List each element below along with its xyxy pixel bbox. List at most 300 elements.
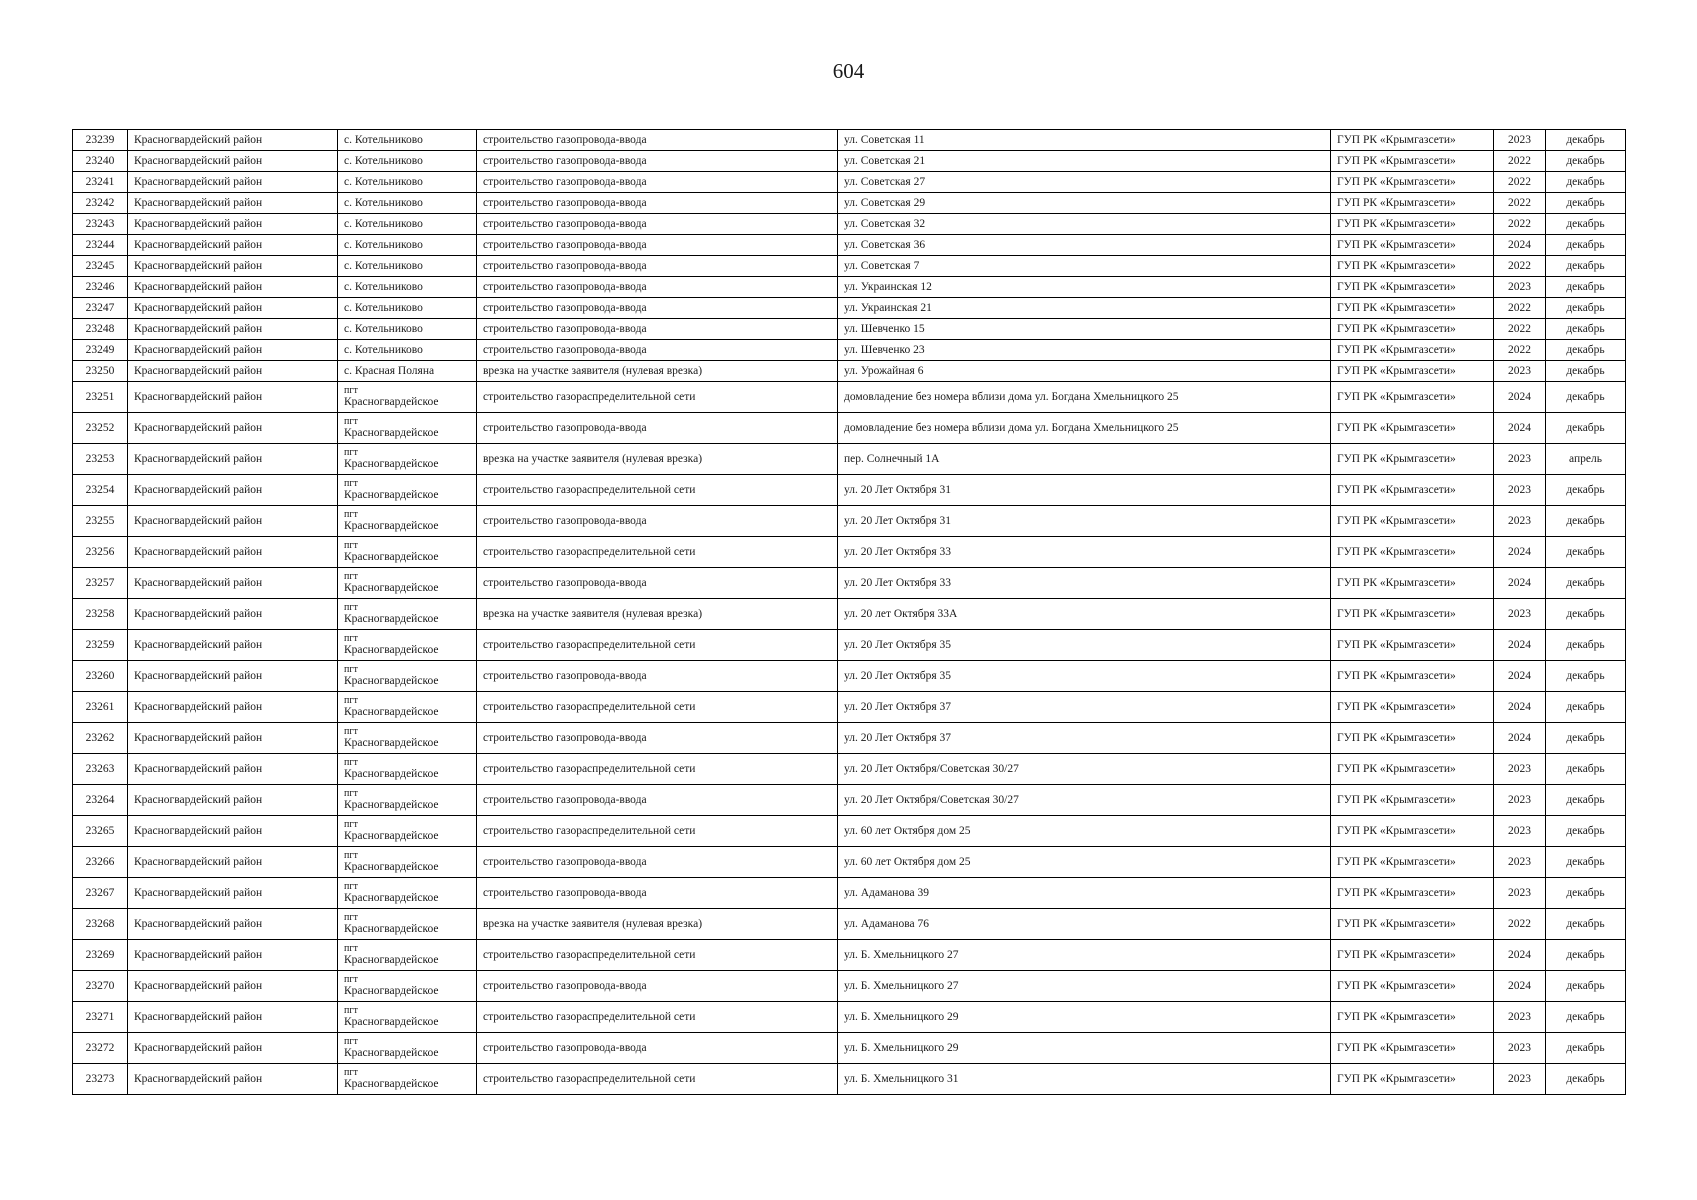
district-cell: Красногвардейский район — [128, 1064, 338, 1095]
row-id-cell: 23251 — [73, 382, 128, 413]
year-cell: 2022 — [1494, 319, 1546, 340]
organization-cell: ГУП РК «Крымгазсети» — [1331, 568, 1494, 599]
month-cell: декабрь — [1546, 537, 1626, 568]
district-cell: Красногвардейский район — [128, 909, 338, 940]
row-id-cell: 23255 — [73, 506, 128, 537]
month-cell: декабрь — [1546, 340, 1626, 361]
row-id-cell: 23248 — [73, 319, 128, 340]
address-cell: ул. Советская 36 — [838, 235, 1331, 256]
row-id-cell: 23244 — [73, 235, 128, 256]
locality-cell — [338, 847, 477, 878]
organization-cell: ГУП РК «Крымгазсети» — [1331, 475, 1494, 506]
address-cell: ул. Советская 29 — [838, 193, 1331, 214]
address-cell: ул. Б. Хмельницкого 31 — [838, 1064, 1331, 1095]
locality-type: пгт — [344, 757, 358, 768]
year-cell: 2022 — [1494, 193, 1546, 214]
work-type-cell: врезка на участке заявителя (нулевая врезка) — [477, 444, 838, 475]
month-cell: декабрь — [1546, 151, 1626, 172]
month-cell: декабрь — [1546, 1064, 1626, 1095]
work-type-cell: строительство газопровода-ввода — [477, 151, 838, 172]
locality-cell: с. Котельниково — [338, 151, 477, 172]
table-row — [73, 382, 1626, 413]
year-cell: 2023 — [1494, 130, 1546, 151]
locality-cell — [338, 506, 477, 537]
address-cell: ул. 20 Лет Октября/Советская 30/27 — [838, 754, 1331, 785]
table-row — [73, 754, 1626, 785]
organization-cell: ГУП РК «Крымгазсети» — [1331, 235, 1494, 256]
district-cell: Красногвардейский район — [128, 256, 338, 277]
district-cell: Красногвардейский район — [128, 277, 338, 298]
locality-cell: с. Котельниково — [338, 214, 477, 235]
locality-cell: с. Котельниково — [338, 172, 477, 193]
work-type-cell: строительство газопровода-ввода — [477, 277, 838, 298]
month-cell: декабрь — [1546, 1002, 1626, 1033]
table-row — [73, 940, 1626, 971]
locality-name: Красногвардейское — [344, 768, 439, 780]
district-cell: Красногвардейский район — [128, 630, 338, 661]
row-id-cell: 23249 — [73, 340, 128, 361]
work-type-cell: строительство газораспределительной сети — [477, 537, 838, 568]
locality-type: пгт — [344, 881, 358, 892]
year-cell: 2022 — [1494, 256, 1546, 277]
locality-type: пгт — [344, 788, 358, 799]
work-type-cell: строительство газопровода-ввода — [477, 661, 838, 692]
organization-cell: ГУП РК «Крымгазсети» — [1331, 361, 1494, 382]
month-cell: декабрь — [1546, 723, 1626, 754]
month-cell: декабрь — [1546, 361, 1626, 382]
table-row — [73, 568, 1626, 599]
work-type-cell: строительство газопровода-ввода — [477, 506, 838, 537]
year-cell: 2024 — [1494, 568, 1546, 599]
year-cell: 2024 — [1494, 537, 1546, 568]
district-cell: Красногвардейский район — [128, 130, 338, 151]
locality-cell: с. Котельниково — [338, 277, 477, 298]
locality-type: пгт — [344, 633, 358, 644]
locality-type: пгт — [344, 509, 358, 520]
table-row — [73, 172, 1626, 193]
locality-name: Красногвардейское — [344, 923, 439, 935]
month-cell: декабрь — [1546, 599, 1626, 630]
registry-body — [73, 130, 1626, 1095]
organization-cell: ГУП РК «Крымгазсети» — [1331, 256, 1494, 277]
organization-cell: ГУП РК «Крымгазсети» — [1331, 214, 1494, 235]
row-id-cell: 23259 — [73, 630, 128, 661]
row-id-cell: 23242 — [73, 193, 128, 214]
locality-name: Красногвардейское — [344, 799, 439, 811]
year-cell: 2023 — [1494, 1033, 1546, 1064]
locality-cell — [338, 413, 477, 444]
locality-name: Красногвардейское — [344, 551, 439, 563]
locality-name: Красногвардейское — [344, 644, 439, 656]
table-row — [73, 214, 1626, 235]
locality-type: пгт — [344, 974, 358, 985]
district-cell: Красногвардейский район — [128, 1033, 338, 1064]
row-id-cell: 23250 — [73, 361, 128, 382]
district-cell: Красногвардейский район — [128, 475, 338, 506]
district-cell: Красногвардейский район — [128, 754, 338, 785]
locality-name: Красногвардейское — [344, 892, 439, 904]
year-cell: 2024 — [1494, 940, 1546, 971]
month-cell: декабрь — [1546, 130, 1626, 151]
work-type-cell: строительство газораспределительной сети — [477, 1002, 838, 1033]
locality-name: Красногвардейское — [344, 489, 439, 501]
month-cell: декабрь — [1546, 319, 1626, 340]
year-cell: 2022 — [1494, 172, 1546, 193]
row-id-cell: 23265 — [73, 816, 128, 847]
row-id-cell: 23241 — [73, 172, 128, 193]
organization-cell: ГУП РК «Крымгазсети» — [1331, 413, 1494, 444]
locality-type: пгт — [344, 819, 358, 830]
district-cell: Красногвардейский район — [128, 599, 338, 630]
district-cell: Красногвардейский район — [128, 235, 338, 256]
year-cell: 2023 — [1494, 754, 1546, 785]
month-cell: декабрь — [1546, 235, 1626, 256]
work-type-cell: врезка на участке заявителя (нулевая врезка) — [477, 909, 838, 940]
locality-cell: с. Котельниково — [338, 340, 477, 361]
month-cell: декабрь — [1546, 661, 1626, 692]
locality-type: пгт — [344, 602, 358, 613]
table-row — [73, 319, 1626, 340]
locality-name: Красногвардейское — [344, 458, 439, 470]
year-cell: 2024 — [1494, 723, 1546, 754]
address-cell: ул. 20 Лет Октября 33 — [838, 568, 1331, 599]
table-row — [73, 361, 1626, 382]
month-cell: декабрь — [1546, 630, 1626, 661]
year-cell: 2023 — [1494, 816, 1546, 847]
district-cell: Красногвардейский район — [128, 568, 338, 599]
address-cell: ул. Б. Хмельницкого 27 — [838, 940, 1331, 971]
month-cell: декабрь — [1546, 568, 1626, 599]
locality-cell — [338, 692, 477, 723]
address-cell: ул. Советская 7 — [838, 256, 1331, 277]
district-cell: Красногвардейский район — [128, 940, 338, 971]
district-cell: Красногвардейский район — [128, 214, 338, 235]
work-type-cell: строительство газопровода-ввода — [477, 235, 838, 256]
locality-cell — [338, 1002, 477, 1033]
locality-cell: с. Красная Поляна — [338, 361, 477, 382]
district-cell: Красногвардейский район — [128, 444, 338, 475]
month-cell: декабрь — [1546, 692, 1626, 723]
district-cell: Красногвардейский район — [128, 816, 338, 847]
table-row — [73, 256, 1626, 277]
row-id-cell: 23254 — [73, 475, 128, 506]
table-row — [73, 537, 1626, 568]
row-id-cell: 23268 — [73, 909, 128, 940]
locality-name: Красногвардейское — [344, 830, 439, 842]
locality-type: пгт — [344, 1036, 358, 1047]
month-cell: декабрь — [1546, 256, 1626, 277]
address-cell: ул. Советская 32 — [838, 214, 1331, 235]
locality-name: Красногвардейское — [344, 582, 439, 594]
month-cell: декабрь — [1546, 909, 1626, 940]
table-row — [73, 475, 1626, 506]
work-type-cell: строительство газораспределительной сети — [477, 754, 838, 785]
year-cell: 2023 — [1494, 1002, 1546, 1033]
organization-cell: ГУП РК «Крымгазсети» — [1331, 444, 1494, 475]
locality-cell: с. Котельниково — [338, 256, 477, 277]
year-cell: 2024 — [1494, 971, 1546, 1002]
month-cell: декабрь — [1546, 382, 1626, 413]
year-cell: 2022 — [1494, 340, 1546, 361]
work-type-cell: строительство газопровода-ввода — [477, 413, 838, 444]
locality-cell — [338, 816, 477, 847]
work-type-cell: врезка на участке заявителя (нулевая врезка) — [477, 361, 838, 382]
table-row — [73, 661, 1626, 692]
year-cell: 2024 — [1494, 382, 1546, 413]
organization-cell: ГУП РК «Крымгазсети» — [1331, 816, 1494, 847]
month-cell: апрель — [1546, 444, 1626, 475]
address-cell: ул. Шевченко 23 — [838, 340, 1331, 361]
year-cell: 2024 — [1494, 413, 1546, 444]
address-cell: ул. Адаманова 39 — [838, 878, 1331, 909]
locality-cell: с. Котельниково — [338, 235, 477, 256]
district-cell: Красногвардейский район — [128, 319, 338, 340]
table-row — [73, 878, 1626, 909]
organization-cell: ГУП РК «Крымгазсети» — [1331, 130, 1494, 151]
year-cell: 2023 — [1494, 361, 1546, 382]
row-id-cell: 23256 — [73, 537, 128, 568]
organization-cell: ГУП РК «Крымгазсети» — [1331, 193, 1494, 214]
year-cell: 2023 — [1494, 277, 1546, 298]
address-cell: ул. 20 Лет Октября 31 — [838, 475, 1331, 506]
locality-cell: с. Котельниково — [338, 193, 477, 214]
table-row — [73, 298, 1626, 319]
address-cell: домовладение без номера вблизи дома ул. Богдана Хмельницкого 25 — [838, 413, 1331, 444]
organization-cell: ГУП РК «Крымгазсети» — [1331, 754, 1494, 785]
work-type-cell: строительство газораспределительной сети — [477, 692, 838, 723]
table-row — [73, 1033, 1626, 1064]
table-row — [73, 1002, 1626, 1033]
address-cell: ул. Украинская 12 — [838, 277, 1331, 298]
locality-name: Красногвардейское — [344, 427, 439, 439]
year-cell: 2023 — [1494, 1064, 1546, 1095]
locality-cell — [338, 940, 477, 971]
work-type-cell: строительство газораспределительной сети — [477, 630, 838, 661]
year-cell: 2023 — [1494, 475, 1546, 506]
month-cell: декабрь — [1546, 940, 1626, 971]
row-id-cell: 23257 — [73, 568, 128, 599]
row-id-cell: 23245 — [73, 256, 128, 277]
locality-type: пгт — [344, 571, 358, 582]
organization-cell: ГУП РК «Крымгазсети» — [1331, 151, 1494, 172]
address-cell: ул. 60 лет Октября дом 25 — [838, 847, 1331, 878]
address-cell: ул. 60 лет Октября дом 25 — [838, 816, 1331, 847]
table-row — [73, 235, 1626, 256]
address-cell: ул. 20 Лет Октября 35 — [838, 661, 1331, 692]
district-cell: Красногвардейский район — [128, 340, 338, 361]
row-id-cell: 23261 — [73, 692, 128, 723]
organization-cell: ГУП РК «Крымгазсети» — [1331, 971, 1494, 1002]
table-row — [73, 971, 1626, 1002]
locality-type: пгт — [344, 943, 358, 954]
month-cell: декабрь — [1546, 847, 1626, 878]
table-row — [73, 277, 1626, 298]
locality-name: Красногвардейское — [344, 954, 439, 966]
month-cell: декабрь — [1546, 277, 1626, 298]
locality-cell — [338, 475, 477, 506]
table-row — [73, 847, 1626, 878]
organization-cell: ГУП РК «Крымгазсети» — [1331, 506, 1494, 537]
address-cell: пер. Солнечный 1А — [838, 444, 1331, 475]
work-type-cell: строительство газораспределительной сети — [477, 816, 838, 847]
month-cell: декабрь — [1546, 754, 1626, 785]
district-cell: Красногвардейский район — [128, 361, 338, 382]
organization-cell: ГУП РК «Крымгазсети» — [1331, 599, 1494, 630]
work-type-cell: строительство газопровода-ввода — [477, 878, 838, 909]
locality-type: пгт — [344, 912, 358, 923]
row-id-cell: 23266 — [73, 847, 128, 878]
district-cell: Красногвардейский район — [128, 537, 338, 568]
row-id-cell: 23267 — [73, 878, 128, 909]
district-cell: Красногвардейский район — [128, 971, 338, 1002]
district-cell: Красногвардейский район — [128, 382, 338, 413]
year-cell: 2023 — [1494, 878, 1546, 909]
row-id-cell: 23273 — [73, 1064, 128, 1095]
year-cell: 2022 — [1494, 909, 1546, 940]
year-cell: 2022 — [1494, 214, 1546, 235]
locality-cell — [338, 878, 477, 909]
address-cell: домовладение без номера вблизи дома ул. Богдана Хмельницкого 25 — [838, 382, 1331, 413]
organization-cell: ГУП РК «Крымгазсети» — [1331, 172, 1494, 193]
table-row — [73, 413, 1626, 444]
month-cell: декабрь — [1546, 298, 1626, 319]
month-cell: декабрь — [1546, 193, 1626, 214]
locality-type: пгт — [344, 1005, 358, 1016]
locality-name: Красногвардейское — [344, 985, 439, 997]
registry-table — [72, 129, 1626, 1095]
locality-cell — [338, 971, 477, 1002]
year-cell: 2023 — [1494, 506, 1546, 537]
address-cell: ул. Урожайная 6 — [838, 361, 1331, 382]
organization-cell: ГУП РК «Крымгазсети» — [1331, 940, 1494, 971]
locality-cell — [338, 599, 477, 630]
organization-cell: ГУП РК «Крымгазсети» — [1331, 1002, 1494, 1033]
address-cell: ул. Б. Хмельницкого 29 — [838, 1002, 1331, 1033]
month-cell: декабрь — [1546, 214, 1626, 235]
locality-name: Красногвардейское — [344, 675, 439, 687]
locality-cell — [338, 1064, 477, 1095]
locality-cell — [338, 909, 477, 940]
row-id-cell: 23272 — [73, 1033, 128, 1064]
row-id-cell: 23247 — [73, 298, 128, 319]
row-id-cell: 23240 — [73, 151, 128, 172]
district-cell: Красногвардейский район — [128, 692, 338, 723]
month-cell: декабрь — [1546, 816, 1626, 847]
work-type-cell: строительство газопровода-ввода — [477, 1033, 838, 1064]
organization-cell: ГУП РК «Крымгазсети» — [1331, 723, 1494, 754]
organization-cell: ГУП РК «Крымгазсети» — [1331, 909, 1494, 940]
year-cell: 2024 — [1494, 235, 1546, 256]
table-row — [73, 785, 1626, 816]
row-id-cell: 23258 — [73, 599, 128, 630]
organization-cell: ГУП РК «Крымгазсети» — [1331, 319, 1494, 340]
address-cell: ул. Адаманова 76 — [838, 909, 1331, 940]
table-row — [73, 1064, 1626, 1095]
month-cell: декабрь — [1546, 475, 1626, 506]
year-cell: 2024 — [1494, 661, 1546, 692]
month-cell: декабрь — [1546, 413, 1626, 444]
work-type-cell: строительство газопровода-ввода — [477, 214, 838, 235]
district-cell: Красногвардейский район — [128, 1002, 338, 1033]
address-cell: ул. Украинская 21 — [838, 298, 1331, 319]
work-type-cell: строительство газопровода-ввода — [477, 847, 838, 878]
year-cell: 2022 — [1494, 151, 1546, 172]
organization-cell: ГУП РК «Крымгазсети» — [1331, 692, 1494, 723]
district-cell: Красногвардейский район — [128, 878, 338, 909]
address-cell: ул. Советская 27 — [838, 172, 1331, 193]
locality-name: Красногвардейское — [344, 1047, 439, 1059]
table-row — [73, 630, 1626, 661]
row-id-cell: 23263 — [73, 754, 128, 785]
row-id-cell: 23260 — [73, 661, 128, 692]
organization-cell: ГУП РК «Крымгазсети» — [1331, 1064, 1494, 1095]
work-type-cell: строительство газопровода-ввода — [477, 130, 838, 151]
year-cell: 2023 — [1494, 785, 1546, 816]
address-cell: ул. 20 Лет Октября 31 — [838, 506, 1331, 537]
district-cell: Красногвардейский район — [128, 151, 338, 172]
locality-type: пгт — [344, 447, 358, 458]
locality-cell — [338, 785, 477, 816]
table-row — [73, 692, 1626, 723]
work-type-cell: строительство газораспределительной сети — [477, 1064, 838, 1095]
work-type-cell: строительство газопровода-ввода — [477, 971, 838, 1002]
locality-type: пгт — [344, 695, 358, 706]
table-row — [73, 506, 1626, 537]
month-cell: декабрь — [1546, 785, 1626, 816]
address-cell: ул. Советская 21 — [838, 151, 1331, 172]
work-type-cell: строительство газопровода-ввода — [477, 193, 838, 214]
locality-name: Красногвардейское — [344, 613, 439, 625]
organization-cell: ГУП РК «Крымгазсети» — [1331, 537, 1494, 568]
locality-type: пгт — [344, 478, 358, 489]
organization-cell: ГУП РК «Крымгазсети» — [1331, 661, 1494, 692]
table-row — [73, 909, 1626, 940]
address-cell: ул. 20 Лет Октября 37 — [838, 723, 1331, 754]
year-cell: 2023 — [1494, 444, 1546, 475]
locality-cell: с. Котельниково — [338, 298, 477, 319]
organization-cell: ГУП РК «Крымгазсети» — [1331, 382, 1494, 413]
district-cell: Красногвардейский район — [128, 723, 338, 754]
table-row — [73, 151, 1626, 172]
year-cell: 2024 — [1494, 692, 1546, 723]
district-cell: Красногвардейский район — [128, 413, 338, 444]
address-cell: ул. 20 лет Октября 33А — [838, 599, 1331, 630]
work-type-cell: строительство газопровода-ввода — [477, 723, 838, 754]
locality-type: пгт — [344, 850, 358, 861]
address-cell: ул. Шевченко 15 — [838, 319, 1331, 340]
organization-cell: ГУП РК «Крымгазсети» — [1331, 1033, 1494, 1064]
month-cell: декабрь — [1546, 1033, 1626, 1064]
locality-cell: с. Котельниково — [338, 130, 477, 151]
address-cell: ул. 20 Лет Октября/Советская 30/27 — [838, 785, 1331, 816]
work-type-cell: строительство газопровода-ввода — [477, 172, 838, 193]
locality-name: Красногвардейское — [344, 1078, 439, 1090]
row-id-cell: 23262 — [73, 723, 128, 754]
organization-cell: ГУП РК «Крымгазсети» — [1331, 277, 1494, 298]
locality-cell: с. Котельниково — [338, 319, 477, 340]
address-cell: ул. 20 Лет Октября 37 — [838, 692, 1331, 723]
table-row — [73, 193, 1626, 214]
month-cell: декабрь — [1546, 971, 1626, 1002]
locality-name: Красногвардейское — [344, 1016, 439, 1028]
locality-type: пгт — [344, 540, 358, 551]
work-type-cell: строительство газораспределительной сети — [477, 382, 838, 413]
locality-type: пгт — [344, 416, 358, 427]
district-cell: Красногвардейский район — [128, 172, 338, 193]
row-id-cell: 23243 — [73, 214, 128, 235]
organization-cell: ГУП РК «Крымгазсети» — [1331, 847, 1494, 878]
locality-cell — [338, 537, 477, 568]
